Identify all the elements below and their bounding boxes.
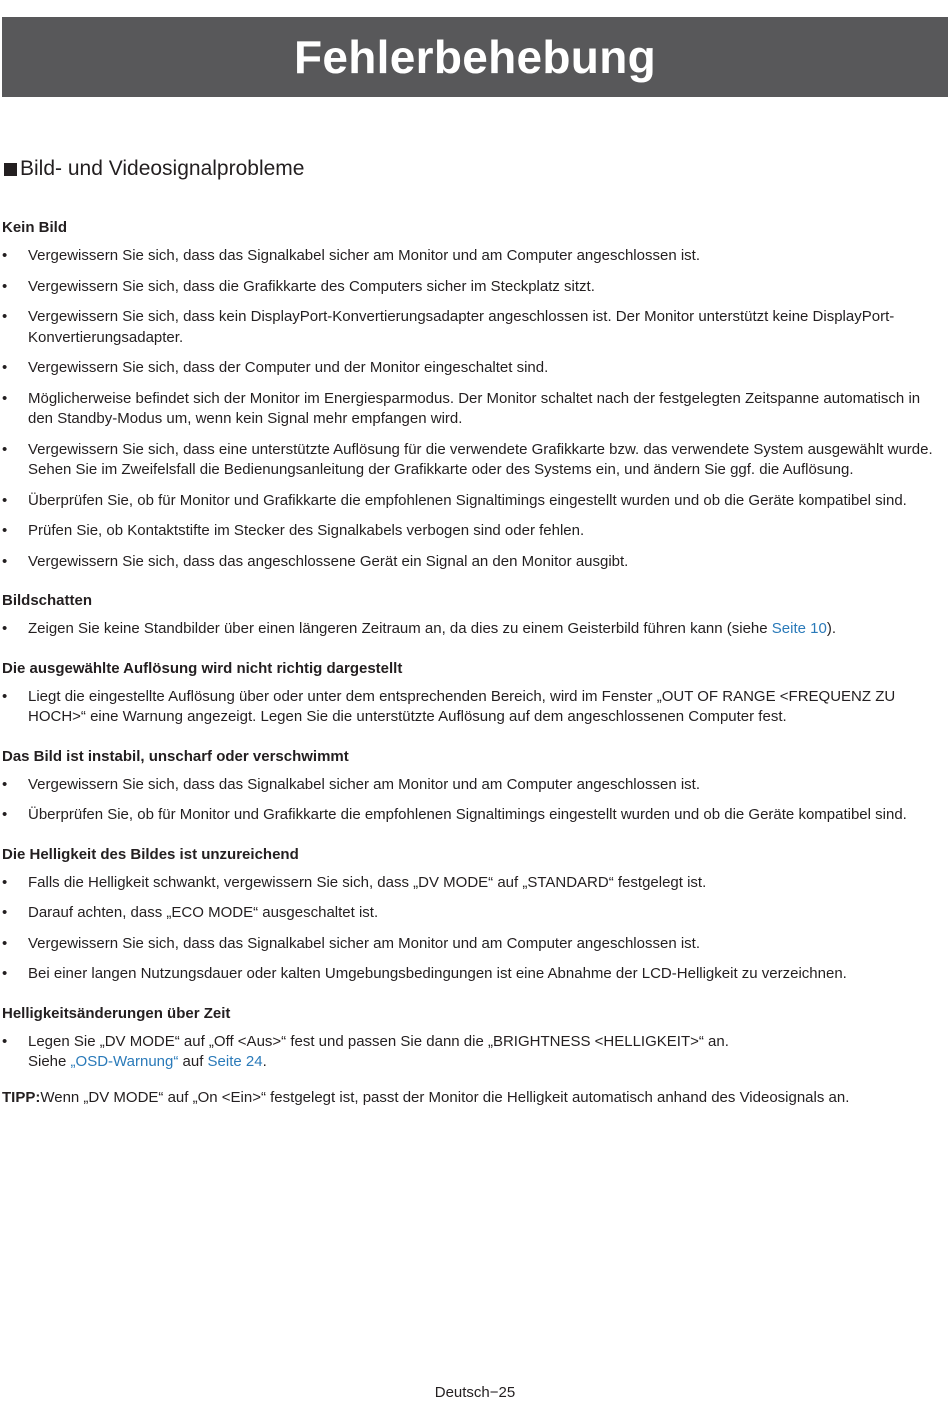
list-item: • Überprüfen Sie, ob für Monitor und Grafikkarte die empfohlenen Signaltimings eingestellt wurden und ob die Geräte kompatibel sind. bbox=[2, 805, 946, 826]
bullet-list bbox=[2, 775, 946, 826]
group-aufloesung bbox=[2, 659, 946, 728]
section-title-text: Bild- und Videosignalprobleme bbox=[20, 157, 305, 180]
bullet-icon: • bbox=[2, 522, 8, 539]
group-heading: Bildschatten bbox=[2, 592, 93, 609]
group-helligkeitsaenderungen bbox=[2, 1004, 946, 1073]
list-item: • Vergewissern Sie sich, dass das Signalkabel sicher am Monitor und am Computer angeschlossen ist. bbox=[2, 775, 946, 796]
section-title bbox=[4, 157, 304, 181]
tip-note bbox=[2, 1088, 946, 1108]
square-bullet-icon bbox=[4, 163, 17, 176]
bullet-icon: • bbox=[2, 247, 8, 264]
bullet-list bbox=[2, 619, 946, 640]
list-item: • Vergewissern Sie sich, dass die Grafikkarte des Computers sicher im Steckplatz sitzt. bbox=[2, 277, 946, 298]
content bbox=[2, 218, 946, 1108]
list-item: • Zeigen Sie keine Standbilder über einen längeren Zeitraum an, da dies zu einem Geisterbild führen kann (siehe Seite 10). bbox=[2, 619, 946, 640]
group-bildschatten bbox=[2, 591, 946, 640]
list-item: • Vergewissern Sie sich, dass kein DisplayPort-Konvertierungsadapter angeschlossen ist. Der Monitor unterstützt keine DisplayPort-Konvertierungsadapter. bbox=[2, 308, 895, 346]
bullet-icon: • bbox=[2, 277, 8, 295]
page-title: Fehlerbehebung bbox=[293, 31, 656, 83]
osd-warning-link[interactable]: „OSD-Warnung“ bbox=[70, 1053, 179, 1070]
group-heading: Die Helligkeit des Bildes ist unzureichend bbox=[2, 845, 299, 863]
bullet-icon: • bbox=[2, 775, 8, 793]
list-item: • Vergewissern Sie sich, dass eine unterstützte Auflösung für die verwendete Grafikkarte bzw. das verwendete System ausgewählt wurde. Sehen Sie im Zweifelsfall die Bedienungsanleitung der Grafikkarte oder des Systems ein, und ändern Sie ggf. die Auflösung. bbox=[2, 440, 933, 478]
list-item: • Vergewissern Sie sich, dass der Computer und der Monitor eingeschaltet sind. bbox=[2, 358, 946, 379]
list-item: • Falls die Helligkeit schwankt, vergewissern Sie sich, dass „DV MODE“ auf „STANDARD“ festgelegt ist. bbox=[2, 873, 946, 894]
page-link-10[interactable]: Seite 10 bbox=[771, 620, 827, 637]
title-banner bbox=[2, 17, 948, 97]
group-helligkeit bbox=[2, 845, 946, 985]
bullet-icon: • bbox=[2, 389, 8, 407]
page-footer: Deutsch−25 bbox=[434, 1384, 516, 1401]
bullet-icon: • bbox=[2, 440, 8, 458]
tip-text: Wenn „DV MODE“ auf „On <Ein>“ festgelegt ist, passt der Monitor die Helligkeit automatisch anhand des Videosignals an. bbox=[40, 1088, 850, 1106]
bullet-list bbox=[2, 246, 946, 572]
page-link-24[interactable]: Seite 24 bbox=[207, 1053, 263, 1070]
list-item: • Liegt die eingestellte Auflösung über oder unter dem entsprechenden Bereich, wird im Fenster „OUT OF RANGE <FREQUENZ ZU HOCH>“ eine Warnung angezeigt. Legen Sie die unterstützte Auflösung auf dem angeschlossenen Computer fest. bbox=[2, 687, 896, 725]
bullet-list bbox=[2, 1032, 946, 1073]
bullet-icon: • bbox=[2, 1032, 8, 1050]
bullet-icon: • bbox=[2, 308, 8, 325]
see-also-line: Siehe „OSD-Warnung“ auf Seite 24. bbox=[28, 1053, 267, 1070]
group-kein-bild bbox=[2, 218, 946, 572]
list-item: • Vergewissern Sie sich, dass das angeschlossene Gerät ein Signal an den Monitor ausgibt. bbox=[2, 552, 946, 573]
list-item: • Prüfen Sie, ob Kontaktstifte im Stecker des Signalkabels verbogen sind oder fehlen. bbox=[2, 521, 946, 542]
group-heading: Das Bild ist instabil, unscharf oder verschwimmt bbox=[2, 747, 349, 765]
bullet-icon: • bbox=[2, 620, 8, 637]
bullet-icon: • bbox=[2, 965, 8, 982]
bullet-list bbox=[2, 873, 946, 985]
group-instabil bbox=[2, 747, 946, 826]
list-item: • Möglicherweise befindet sich der Monitor im Energiesparmodus. Der Monitor schaltet nach der festgelegten Zeitspanne automatisch in den Standby-Modus um, wenn kein Signal mehr empfangen wird. bbox=[2, 389, 921, 427]
list-item: • Vergewissern Sie sich, dass das Signalkabel sicher am Monitor und am Computer angeschlossen ist. bbox=[2, 934, 946, 955]
bullet-icon: • bbox=[2, 934, 8, 952]
group-heading: Kein Bild bbox=[2, 219, 68, 236]
bullet-list bbox=[2, 687, 946, 728]
list-item: • Bei einer langen Nutzungsdauer oder kalten Umgebungsbedingungen ist eine Abnahme der LCD-Helligkeit zu verzeichnen. bbox=[2, 964, 946, 985]
bullet-icon: • bbox=[2, 552, 8, 570]
list-item: • Überprüfen Sie, ob für Monitor und Grafikkarte die empfohlenen Signaltimings eingestellt wurden und ob die Geräte kompatibel sind. bbox=[2, 491, 946, 512]
group-heading: Helligkeitsänderungen über Zeit bbox=[2, 1004, 231, 1022]
bullet-icon: • bbox=[2, 491, 8, 509]
bullet-icon: • bbox=[2, 359, 8, 376]
bullet-icon: • bbox=[2, 904, 8, 921]
bullet-icon: • bbox=[2, 806, 8, 823]
bullet-icon: • bbox=[2, 873, 8, 891]
tip-label: TIPP: bbox=[2, 1088, 41, 1106]
bullet-icon: • bbox=[2, 687, 8, 705]
list-item: • Darauf achten, dass „ECO MODE“ ausgeschaltet ist. bbox=[2, 903, 946, 924]
group-heading: Die ausgewählte Auflösung wird nicht richtig dargestellt bbox=[2, 659, 403, 677]
list-item: • Vergewissern Sie sich, dass das Signalkabel sicher am Monitor und am Computer angeschlossen ist. bbox=[2, 246, 946, 267]
list-item: • Legen Sie „DV MODE“ auf „Off <Aus>“ fest und passen Sie dann die „BRIGHTNESS <HELLIGKEIT>“ an. Siehe „OSD-Warnung“ auf Seite 24. bbox=[2, 1032, 946, 1073]
